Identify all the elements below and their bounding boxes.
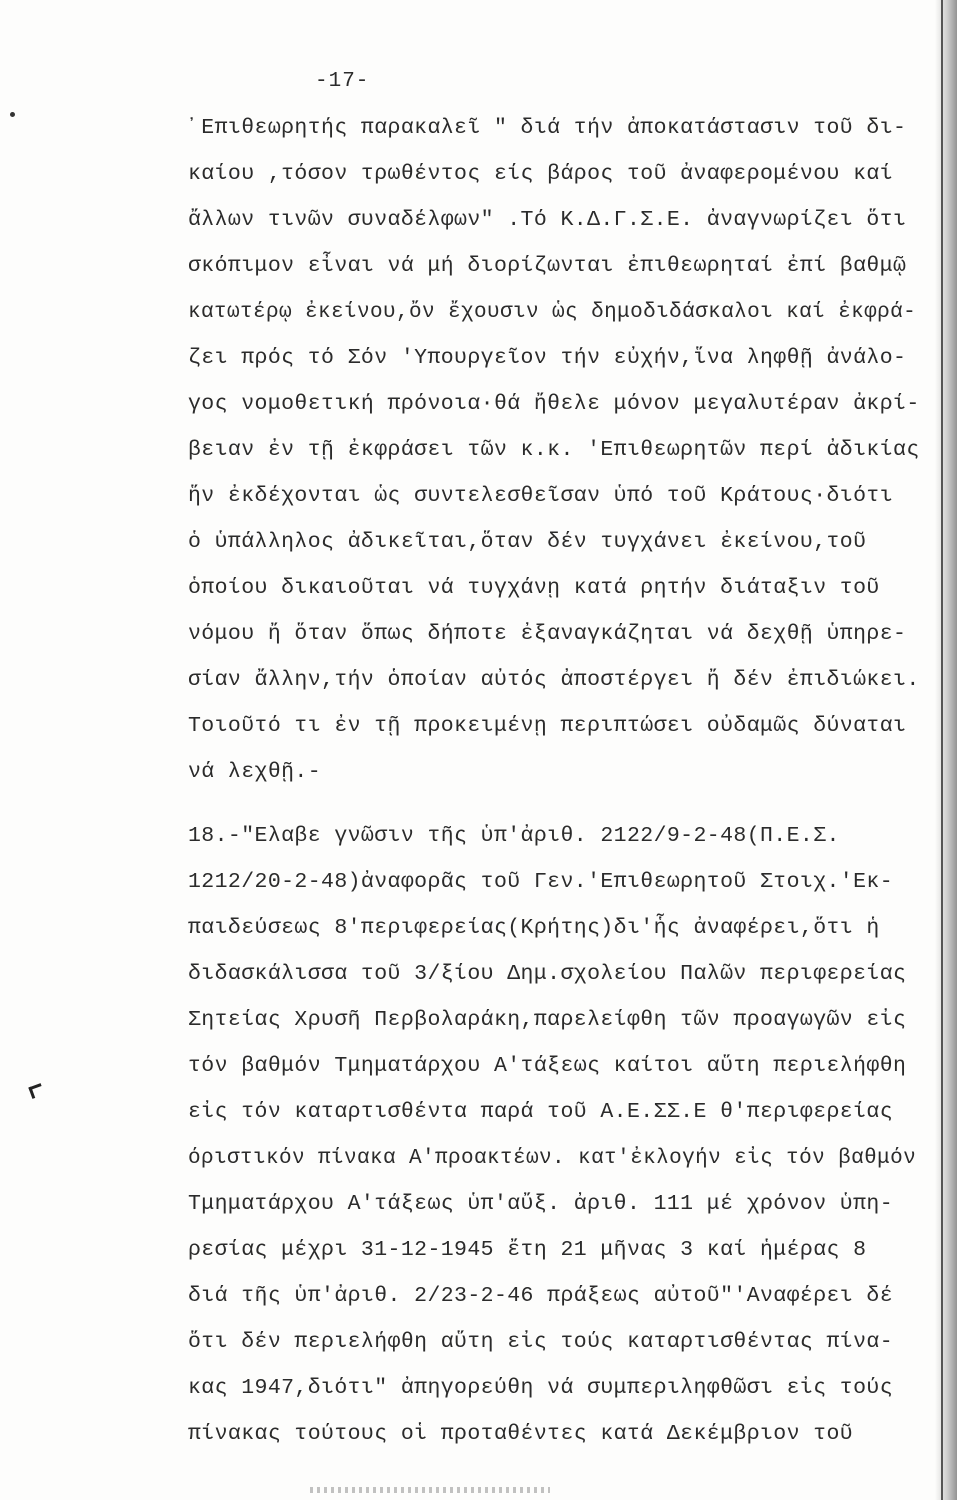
text-line: ὁ ὑπάλληλος ἀδικεῖται,ὅταν δέν τυγχάνει ἐκείνου,τοῦ <box>188 530 867 554</box>
text-line: όριστικόν πίνακα Α'προακτέων. κατ'ἐκλογήν εἰς τόν βαθμόν <box>188 1147 917 1170</box>
text-line: διά τῆς ὑπ'ἀριθ. 2/23-2-46 πράξεως αὐτοῦ"'Αναφέρει δέ <box>188 1284 894 1308</box>
text-line: βειαν ἐν τῇ ἐκφράσει τῶν κ.κ. 'Επιθεωρητῶν περί ἀδικίας <box>188 438 920 462</box>
text-line: κατωτέρῳ ἐκείνου,ὄν ἔχουσιν ὡς δημοδιδάσκαλοι καί ἐκφρά- <box>188 301 917 324</box>
text-line: εἰς τόν καταρτισθέντα παρά τοῦ Α.Ε.ΣΣ.Ε θ'περιφερείας <box>188 1100 894 1124</box>
text-line: τόν βαθμόν Τμηματάρχου Α'τάξεως καίτοι αὕτη περιελήφθη <box>188 1054 907 1078</box>
text-line: πίνακας τούτους οἱ προταθέντες κατά Δεκέμβριον τοῦ <box>188 1422 854 1446</box>
margin-dot <box>10 112 15 117</box>
text-line: ᾽Επιθεωρητής παρακαλεῖ " διά τήν ἀποκατάστασιν τοῦ δι- <box>188 116 907 140</box>
text-line: Τμηματάρχου Α'τάξεως ὑπ'αὔξ. ἀριθ. 111 μέ χρόνον ὑπη- <box>188 1192 894 1216</box>
text-line: 1212/20-2-48)ἀναφορᾶς τοῦ Γεν.'Επιθεωρητοῦ Στοιχ.'Εκ- <box>188 870 894 894</box>
text-line: ἥν ἐκδέχονται ὡς συντελεσθεῖσαν ὑπό τοῦ Κράτους·διότι <box>188 484 894 508</box>
text-line: καίου ,τόσον τρωθέντος είς βάρος τοῦ ἀναφερομένου καί <box>188 162 894 186</box>
text-line: ὅτι δέν περιελήφθη αὕτη εἰς τούς καταρτισθέντας πίνα- <box>188 1330 894 1354</box>
text-line: ὁποίου δικαιοῦται νά τυγχάνῃ κατά ρητήν διάταξιν τοῦ <box>188 576 880 600</box>
text-line: 18.-"Ελαβε γνῶσιν τῆς ὑπ'ἀριθ. 2122/9-2-48(Π.Ε.Σ. <box>188 824 840 848</box>
text-line: ζει πρός τό Σόν 'Υπουργεῖον τήν εὐχήν,ἵνα ληφθῇ ἀνάλο- <box>188 346 907 370</box>
footer-smudge <box>310 1487 550 1493</box>
text-line: νά λεχθῇ.- <box>188 760 322 784</box>
text-line: ρεσίας μέχρι 31-12-1945 ἔτη 21 μῆνας 3 καί ἡμέρας 8 <box>188 1238 867 1262</box>
text-line: Σητείας Χρυσῆ Περβολαράκη,παρελείφθη τῶν προαγωγῶν εἰς <box>188 1008 907 1032</box>
text-line: σίαν ἄλλην,τήν ὁποίαν αὐτός ἀποστέργει ἤ δέν ἐπιδιώκει. <box>188 668 920 692</box>
text-line: Τοιοῦτό τι ἐν τῇ προκειμένῃ περιπτώσει οὐδαμῶς δύναται <box>188 714 907 738</box>
page-edge-line <box>941 0 943 1500</box>
page-number: -17- <box>315 70 370 93</box>
text-line: ἄλλων τινῶν συναδέλφων" .Τό Κ.Δ.Γ.Σ.Ε. ἀναγνωρίζει ὅτι <box>188 208 907 232</box>
margin-mark <box>28 1083 44 1099</box>
text-line: παιδεύσεως 8'περιφερείας(Κρήτης)δι'ἧς ἀναφέρει,ὅτι ἡ <box>188 916 880 940</box>
text-line: σκόπιμον εἶναι νά μή διορίζωνται ἐπιθεωρηταί ἐπί βαθμῷ <box>188 254 907 278</box>
text-line: κας 1947,διότι" ἀπηγορεύθη νά συμπεριληφθῶσι εἰς τούς <box>188 1376 894 1400</box>
page-edge-shadow <box>935 0 957 1500</box>
text-line: διδασκάλισσα τοῦ 3/ξίου Δημ.σχολείου Παλῶν περιφερείας <box>188 962 907 986</box>
text-line: νόμου ἤ ὅταν ὅπως δήποτε ἐξαναγκάζηται νά δεχθῇ ὑπηρε- <box>188 622 907 646</box>
text-line: γος νομοθετική πρόνοια·θά ἤθελε μόνον μεγαλυτέραν ἀκρί- <box>188 392 920 416</box>
